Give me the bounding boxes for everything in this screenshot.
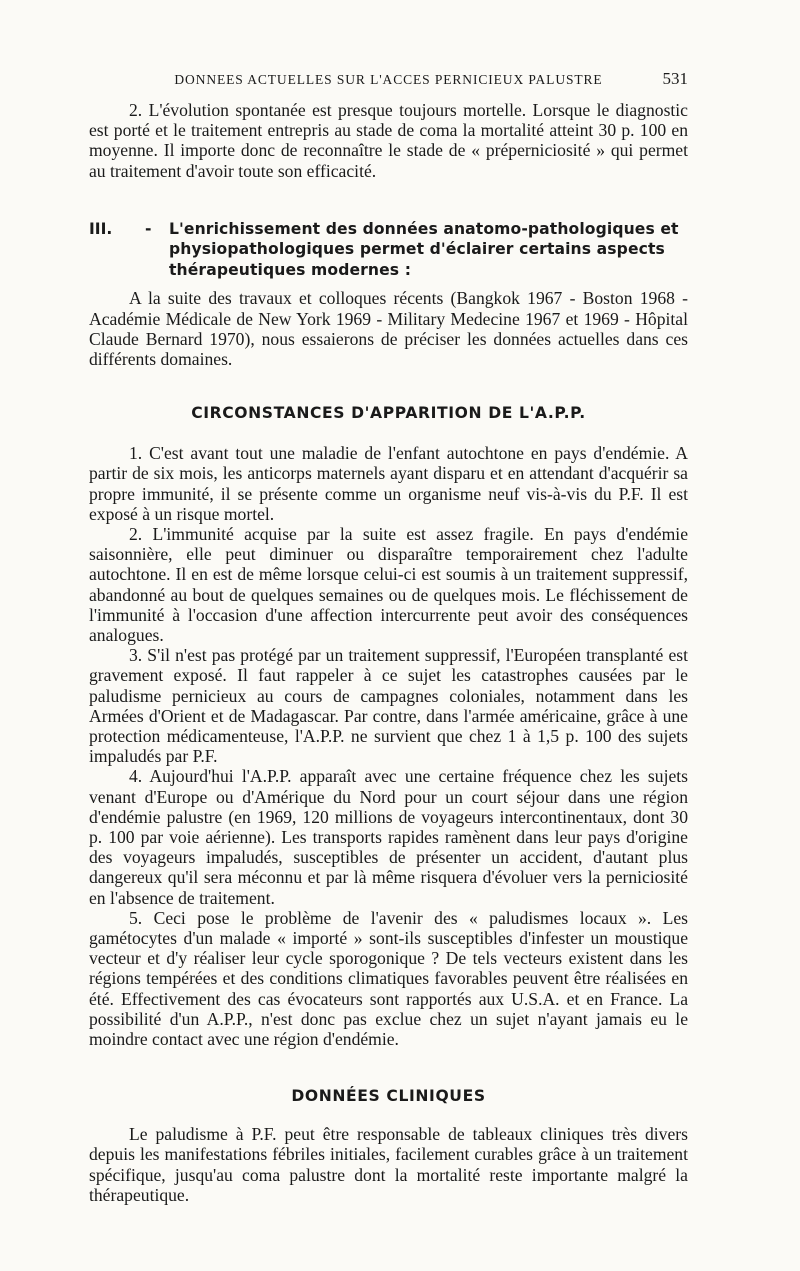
section-title: L'enrichissement des données anatomo-pathologiques et physiopathologiques permet d'éclairer certains aspects thérapeutiques modernes : <box>169 219 679 279</box>
book-page <box>0 69 800 1271</box>
circonstances-paragraph-2: 2. L'immunité acquise par la suite est assez fragile. En pays d'endémie saisonnière, elle peut diminuer ou disparaître temporairement chez l'adulte autochtone. Il en est de même lorsque celui-ci est soumis à un traitement suppressif, abandonné au bout de quelques semaines ou de quelques mois. Le fléchissement de l'immunité à l'occasion d'une affection intercurrente peut avoir des conséquences analogues. <box>89 523 688 645</box>
circonstances-paragraph-5: 5. Ceci pose le problème de l'avenir des « paludismes locaux ». Les gamétocytes d'un malade « importé » sont-ils susceptibles d'infester un moustique vecteur et d'y réaliser leur cycle sporogonique ? De tels vecteurs existent dans les régions tempérées et des conditions climatiques favorables peuvent être réalisées en été. Effectivement des cas évocateurs sont rapportés aux U.S.A. et en France. La possibilité d'un A.P.P., n'est donc pas exclue chez un sujet n'ayant jamais eu le moindre contact avec une région d'endémie. <box>89 907 688 1050</box>
intro-paragraph: 2. L'évolution spontanée est presque toujours mortelle. Lorsque le diagnostic est porté et le traitement entrepris au stade de coma la mortalité atteint 30 p. 100 en moyenne. Il importe donc de reconnaître le stade de « préperniciosité » qui permet au traitement d'avoir toute son efficacité. <box>89 100 688 181</box>
heading-donnees-cliniques: DONNÉES CLINIQUES <box>291 1087 486 1106</box>
heading-circonstances: CIRCONSTANCES D'APPARITION DE L'A.P.P. <box>191 404 586 423</box>
circonstances-paragraph-4: 4. Aujourd'hui l'A.P.P. apparaît avec une certaine fréquence chez les sujets venant d'Europe ou d'Amérique du Nord pour un court séjour dans une région d'endémie palustre (en 1969, 120 millions de voyageurs intercontinentaux, dont 30 p. 100 par voie aérienne). Les transports rapides ramènent dans leur pays d'origine des voyageurs impaludés, susceptibles de présenter un accident, d'autant plus dangereux qu'il sera méconnu et par là même risquera d'évoluer vers la perniciosité en l'absence de traitement. <box>89 766 688 908</box>
cliniques-paragraph: Le paludisme à P.F. peut être responsable de tableaux cliniques très divers depuis les manifestations fébriles initiales, facilement curables grâce à un traitement spécifique, jusqu'au coma palustre dont la mortalité reste importante malgré la thérapeutique. <box>89 1124 688 1205</box>
circonstances-paragraph-1: 1. C'est avant tout une maladie de l'enfant autochtone en pays d'endémie. A partir de six mois, les anticorps maternels ayant disparu et en attendant d'acquérir sa propre immunité, il se présente comme un organisme neuf vis-à-vis du P.F. Il est exposé à un risque mortel. <box>89 443 688 524</box>
section-number: III. <box>89 219 113 238</box>
section-dash: - <box>145 219 152 238</box>
circonstances-paragraph-3: 3. S'il n'est pas protégé par un traitement suppressif, l'Européen transplanté est gravement exposé. Il faut rappeler à ce sujet les catastrophes causées par le paludisme pernicieux au cours de campagnes coloniales, notamment dans les Armées d'Orient et de Madagascar. Par contre, dans l'armée américaine, grâce à une protection médicamenteuse, l'A.P.P. ne survient que chez 1 à 1,5 p. 100 des sujets impaludés par P.F. <box>89 645 688 767</box>
page-number: 531 <box>662 69 688 88</box>
running-title: DONNEES ACTUELLES SUR L'ACCES PERNICIEUX PALUSTRE <box>174 72 603 87</box>
section-heading-iii <box>89 219 688 281</box>
running-head <box>89 69 688 100</box>
section-iii-paragraph: A la suite des travaux et colloques récents (Bangkok 1967 - Boston 1968 - Académie Médicale de New York 1969 - Military Medecine 1967 et 1969 - Hôpital Claude Bernard 1970), nous essaierons de préciser les données actuelles dans ces différents domaines. <box>89 288 688 369</box>
